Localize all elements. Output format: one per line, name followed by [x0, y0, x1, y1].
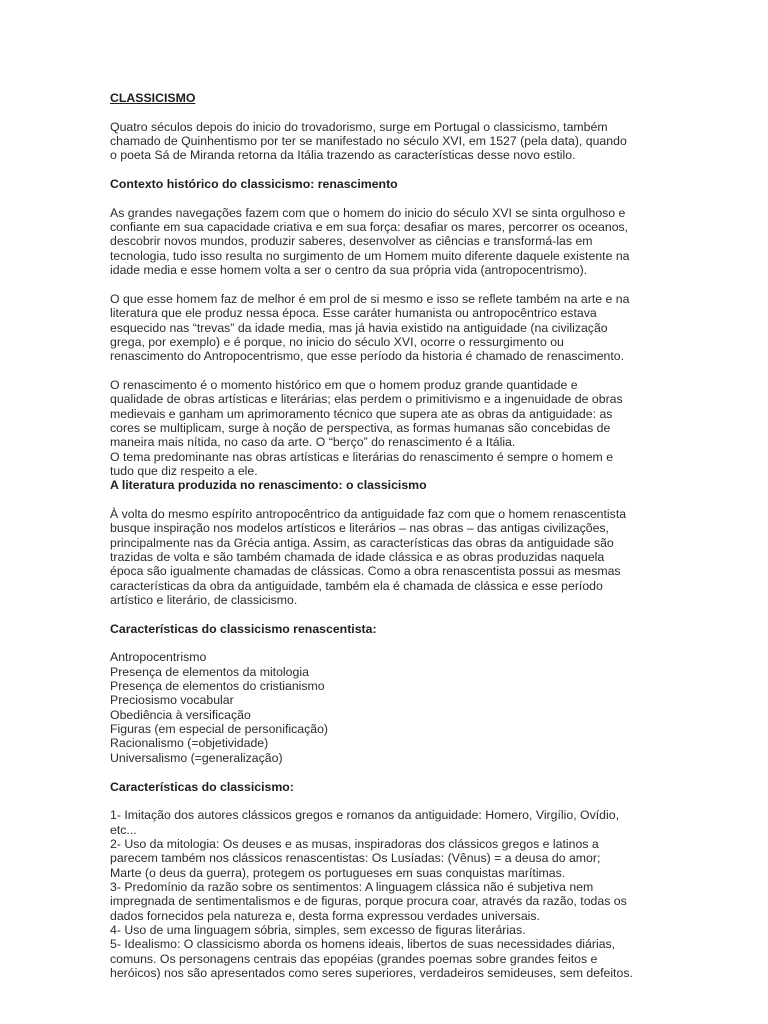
- paragraph: As grandes navegações fazem com que o homem do inicio do século XVI se sinta orgulhoso e confiante em sua capacidade criativa e em sua força: desafiar os mares, percorrer os oceanos, descobrir novos mundos, produzir saberes, desenvolver as ciências e transformá-las em tecnologia, tudo isso resulta no surgimento de um Homem muito diferente daquele existente na idade media e esse homem volta a ser o centro da sua própria vida (antropocentrismo).: [110, 205, 630, 278]
- spacer: [110, 191, 666, 205]
- spacer: [110, 105, 666, 119]
- spacer: [110, 277, 666, 291]
- list-item: Universalismo (=generalização): [110, 750, 283, 765]
- spacer: [110, 765, 666, 779]
- list-item: Preciosismo vocabular: [110, 693, 234, 708]
- list-item: Obediência à versificação: [110, 707, 251, 722]
- spacer: [110, 493, 666, 507]
- section-heading-literature: A literatura produzida no renascimento: o classicismo: [110, 478, 427, 493]
- section-heading-context: Contexto histórico do classicismo: renascimento: [110, 177, 398, 192]
- numbered-item: 4- Uso de uma linguagem sóbria, simples, sem excesso de figuras literárias.: [110, 922, 526, 937]
- spacer: [110, 364, 666, 378]
- list-item: Racionalismo (=objetividade): [110, 736, 269, 751]
- intro-paragraph: Quatro séculos depois do inicio do trovadorismo, surge em Portugal o classicismo, também chamado de Quinhentismo por ter se manifestado no século XVI, em 1527 (pela data), quando o poeta Sá de Miranda retorna da Itália trazendo as características desse novo estilo.: [110, 119, 627, 163]
- section-heading-renaissance-features: Características do classicismo renascentista:: [110, 621, 377, 636]
- list-item: Figuras (em especial de personificação): [110, 722, 329, 737]
- section-heading-classicism-features: Características do classicismo:: [110, 779, 294, 794]
- numbered-item: 1- Imitação dos autores clássicos gregos e romanos da antiguidade: Homero, Virgílio, Ovídio, etc...: [110, 808, 619, 837]
- numbered-item: 2- Uso da mitologia: Os deuses e as musas, inspiradoras dos clássicos gregos e latinos a parecem também nos clássicos renascentistas: Os Lusíadas: (Vênus) = a deusa do amor; Marte (o deus da guerra), protegem os portugueses em suas conquistas marítimas.: [110, 836, 601, 880]
- list-item: Presença de elementos da mitologia: [110, 664, 309, 679]
- features-list: [110, 650, 666, 765]
- list-item: Antropocentrismo: [110, 650, 207, 665]
- numbered-item: 3- Predomínio da razão sobre os sentimentos: A linguagem clássica não é subjetiva nem impregnada de sentimentalismos e de figuras, porque procura coar, através da razão, todas os dados fornecidos pela natureza e, desta forma expressou verdades universais.: [110, 879, 627, 923]
- paragraph: À volta do mesmo espírito antropocêntrico da antiguidade faz com que o homem renascentista busque inspiração nos modelos artísticos e literários – nas obras – das antigas civilizações, principalmente nas da Grécia antiga. Assim, as características das obras da antiguidade são trazidas de volta e são também chamada de idade clássica e as obras produzidas naquela época são igualmente chamadas de clássicas. Como a obra renascentista possui as mesmas características da obra da antiguidade, também ela é chamada de clássica e esse período artístico e literário, de classicismo.: [110, 506, 627, 608]
- paragraph: O renascimento é o momento histórico em que o homem produz grande quantidade e qualidade de obras artísticas e literárias; elas perdem o primitivismo e a ingenuidade de obras medievais e ganham um aprimoramento técnico que supera ate as obras da antiguidade: as cores se multiplicam, surge à noção de perspectiva, as formas humanas são concebidas de maneira mais nítida, no caso da arte. O “berço” do renascimento é a Itália. O tema predominante nas obras artísticas e literárias do renascimento é sempre o homem e tudo que diz respeito a ele.: [110, 377, 623, 478]
- spacer: [110, 607, 666, 621]
- spacer: [110, 636, 666, 650]
- spacer: [110, 794, 666, 808]
- document-title: CLASSICISMO: [110, 91, 196, 105]
- document-page: [110, 91, 666, 980]
- numbered-item: 5- Idealismo: O classicismo aborda os homens ideais, libertos de suas necessidades diárias, comuns. Os personagens centrais das epopéias (grandes poemas sobre grandes feitos e heróicos) nos são apresentados como seres superiores, verdadeiros semideuses, sem defeitos.: [110, 937, 633, 980]
- spacer: [110, 163, 666, 177]
- list-item: Presença de elementos do cristianismo: [110, 679, 325, 694]
- paragraph: O que esse homem faz de melhor é em prol de si mesmo e isso se reflete também na arte e na literatura que ele produz nessa época. Esse caráter humanista ou antropocêntrico estava esquecido nas “trevas” da idade media, mas já havia existido na antiguidade (na civilização grega, por exemplo) e é porque, no inicio do século XVI, ocorre o ressurgimento ou renascimento do Antropocentrismo, que esse período da historia é chamado de renascimento.: [110, 291, 630, 364]
